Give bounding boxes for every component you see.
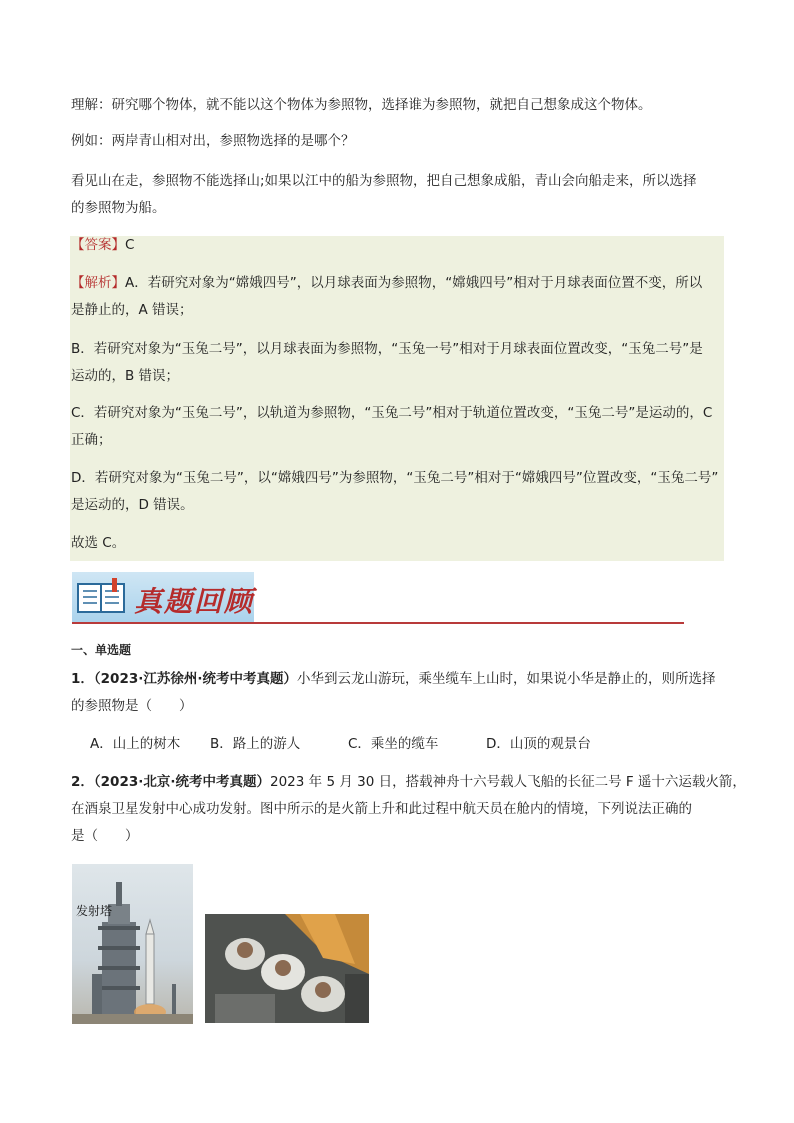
explanation-line-4: 的参照物为船。	[71, 200, 166, 216]
q1-text: 小华到云龙山游玩，乘坐缆车上山时，如果说小华是静止的，则所选择	[297, 671, 716, 687]
analysis-line-d2: 是运动的，D 错误。	[71, 497, 194, 513]
astronauts-illustration	[205, 914, 369, 1023]
explanation-line-3: 看见山在走，参照物不能选择山;如果以江中的船为参照物，把自己想象成船，青山会向船走来，所以选择	[71, 173, 697, 189]
section-heading: 一、单选题	[71, 643, 132, 657]
book-icon	[76, 576, 126, 616]
analysis-line-c2: 正确；	[71, 432, 112, 448]
launch-tower-label: 发射塔	[76, 904, 113, 918]
q2-number: 2．	[71, 774, 94, 790]
q1-options	[90, 735, 690, 753]
analysis-line-d1: D．若研究对象为“玉兔二号”，以“嫦娥四号”为参照物，“玉兔二号”相对于“嫦娥四号”位置改变，“玉兔二号”	[71, 470, 719, 486]
answer-tag: 【答案】	[71, 237, 125, 253]
answer-line	[71, 236, 134, 254]
astronauts-photo	[205, 914, 369, 1023]
analysis-line-a1	[71, 274, 702, 292]
launch-tower-illustration	[72, 864, 193, 1024]
q1-option-b[interactable]: B．路上的游人	[210, 736, 301, 752]
banner-title: 真题回顾	[134, 585, 255, 618]
q2-line-2: 在酒泉卫星发射中心成功发射。图中所示的是火箭上升和此过程中航天员在舱内的情境，下列说法正确的	[71, 801, 692, 817]
q1-option-a[interactable]: A．山上的树木	[90, 736, 181, 752]
q1-line-1	[71, 670, 716, 688]
analysis-a-text: A．若研究对象为“嫦娥四号”，以月球表面为参照物，“嫦娥四号”相对于月球表面位置不变，所以	[125, 275, 703, 291]
q2-line-3: 是（ ）	[71, 828, 139, 844]
explanation-line-2: 例如：两岸青山相对出，参照物选择的是哪个？	[71, 133, 355, 149]
q1-line-2: 的参照物是（ ）	[71, 698, 193, 714]
section-banner	[72, 572, 684, 624]
analysis-conclusion: 故选 C。	[71, 535, 126, 551]
q1-number: 1．	[71, 671, 94, 687]
q1-source: （2023·江苏徐州·统考中考真题）	[93, 671, 297, 687]
banner-divider	[72, 622, 684, 624]
q1-option-d[interactable]: D．山顶的观景台	[486, 736, 591, 752]
explanation-line-1: 理解：研究哪个物体，就不能以这个物体为参照物，选择谁为参照物，就把自己想象成这个物体。	[71, 97, 652, 113]
q2-source: （2023·北京·统考中考真题）	[93, 774, 270, 790]
answer-value: C	[125, 237, 135, 253]
q2-line-1	[71, 773, 746, 791]
analysis-line-b2: 运动的，B 错误；	[71, 368, 180, 384]
analysis-tag: 【解析】	[71, 275, 125, 291]
q1-option-c[interactable]: C．乘坐的缆车	[348, 736, 439, 752]
analysis-line-b1: B．若研究对象为“玉兔二号”，以月球表面为参照物，“玉兔一号”相对于月球表面位置改变，“玉兔二号”是	[71, 341, 703, 357]
analysis-line-a2: 是静止的，A 错误；	[71, 302, 193, 318]
analysis-line-c1: C．若研究对象为“玉兔二号”，以轨道为参照物，“玉兔二号”相对于轨道位置改变，“玉兔二号”是运动的，C	[71, 405, 713, 421]
q2-text: 2023 年 5 月 30 日，搭载神舟十六号载人飞船的长征二号 F 遥十六运载火箭，	[270, 774, 746, 790]
launch-tower-photo	[72, 864, 193, 1024]
